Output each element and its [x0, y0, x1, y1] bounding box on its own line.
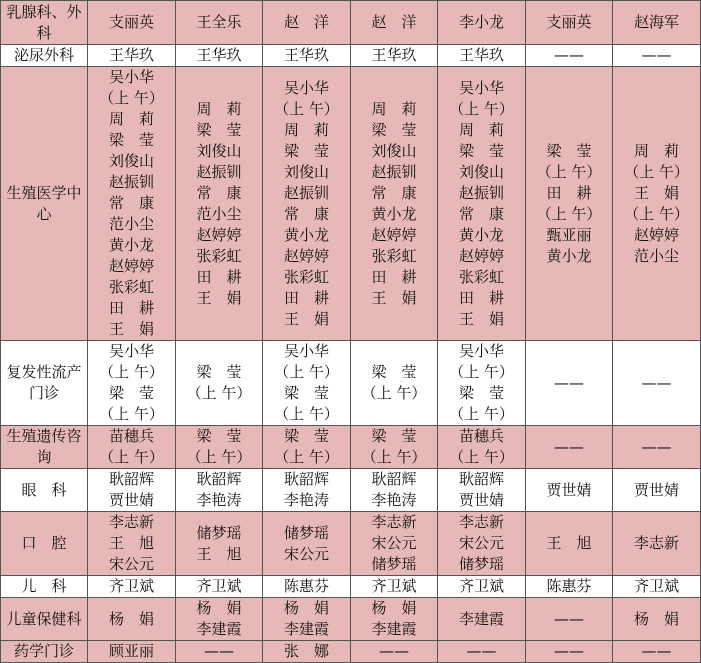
table-row-stomatology	[1, 512, 701, 576]
schedule-cell: 贾世婧	[526, 469, 613, 512]
schedule-cell: 李志新 宋公元 储梦瑶	[351, 512, 438, 576]
department-cell: 口 腔	[1, 512, 88, 576]
schedule-cell: 耿韶辉 李艳涛	[176, 469, 263, 512]
schedule-cell: 赵 洋	[263, 1, 351, 45]
schedule-cell: 周 莉 （上 午） 王 娟 （上 午） 赵婷婷 范小尘	[613, 67, 701, 341]
schedule-cell: 李志新 王 旭 宋公元	[88, 512, 176, 576]
schedule-cell: 王 旭	[526, 512, 613, 576]
schedule-cell: ——	[613, 341, 701, 426]
schedule-cell: 王华玖	[351, 45, 438, 67]
schedule-cell: 耿韶辉 贾世婧	[438, 469, 526, 512]
schedule-cell: 赵 洋	[351, 1, 438, 45]
schedule-cell: 齐卫斌	[176, 576, 263, 598]
schedule-cell: 吴小华 （上 午） 梁 莹 （上 午）	[88, 341, 176, 426]
table-row-pediatrics	[1, 576, 701, 598]
schedule-cell: 苗穗兵 （上 午）	[438, 426, 526, 469]
schedule-cell: 杨 娟	[613, 598, 701, 641]
schedule-cell: 支丽英	[526, 1, 613, 45]
schedule-cell: 王华玖	[176, 45, 263, 67]
table-row-child-health	[1, 598, 701, 641]
schedule-cell: 杨 娟	[88, 598, 176, 641]
schedule-cell: 李小龙	[438, 1, 526, 45]
schedule-cell: 陈惠芬	[526, 576, 613, 598]
schedule-cell: 李志新 宋公元 储梦瑶	[438, 512, 526, 576]
schedule-cell: 齐卫斌	[351, 576, 438, 598]
schedule-cell: 梁 莹 （上 午）	[176, 341, 263, 426]
schedule-cell: 吴小华 （上 午） 周 莉 梁 莹 刘俊山 赵振钏 常 康 黄小龙 赵婷婷 张彩虹 田 耕 王 娟	[438, 67, 526, 341]
schedule-cell: ——	[613, 45, 701, 67]
department-cell: 复发性流产门诊	[1, 341, 88, 426]
schedule-cell: 张 娜	[263, 641, 351, 663]
schedule-cell: ——	[438, 641, 526, 663]
schedule-cell: 杨 娟 李建霞	[351, 598, 438, 641]
schedule-cell: 王华玖	[263, 45, 351, 67]
schedule-cell: ——	[351, 641, 438, 663]
table-row-urology	[1, 45, 701, 67]
schedule-cell: 耿韶辉 李艳涛	[263, 469, 351, 512]
schedule-cell: 齐卫斌	[88, 576, 176, 598]
schedule-cell: 支丽英	[88, 1, 176, 45]
department-cell: 生殖医学中心	[1, 67, 88, 341]
department-cell: 眼 科	[1, 469, 88, 512]
schedule-cell: ——	[176, 641, 263, 663]
table-row-reproductive	[1, 67, 701, 341]
schedule-cell: 吴小华 （上 午） 梁 莹 （上 午）	[263, 341, 351, 426]
schedule-cell: ——	[613, 641, 701, 663]
schedule-cell: 梁 莹 （上 午）	[263, 426, 351, 469]
schedule-cell: 顾亚丽	[88, 641, 176, 663]
schedule-cell: 梁 莹 （上 午）	[351, 426, 438, 469]
schedule-cell: 储梦瑶 王 旭	[176, 512, 263, 576]
schedule-cell: 梁 莹 （上 午）	[176, 426, 263, 469]
schedule-cell: 李建霞	[438, 598, 526, 641]
schedule-cell: 耿韶辉 李艳涛	[351, 469, 438, 512]
schedule-cell: ——	[613, 426, 701, 469]
schedule-cell: ——	[526, 641, 613, 663]
schedule-cell: 齐卫斌	[613, 576, 701, 598]
schedule-cell: 齐卫斌	[438, 576, 526, 598]
table-row-genetic-counseling	[1, 426, 701, 469]
schedule-cell: 吴小华 （上 午） 周 莉 梁 莹 刘俊山 赵振钏 常 康 范小尘 黄小龙 赵婷婷 张彩虹 田 耕 王 娟	[88, 67, 176, 341]
department-cell: 泌尿外科	[1, 45, 88, 67]
schedule-cell: 杨 娟 李建霞	[176, 598, 263, 641]
schedule-cell: 李志新	[613, 512, 701, 576]
schedule-cell: 储梦瑶 宋公元	[263, 512, 351, 576]
schedule-cell: 陈惠芬	[263, 576, 351, 598]
schedule-cell: 赵海军	[613, 1, 701, 45]
table-row-recurrent-miscarriage	[1, 341, 701, 426]
department-cell: 儿 科	[1, 576, 88, 598]
table-row-pharmacy	[1, 641, 701, 663]
schedule-cell: ——	[526, 45, 613, 67]
schedule-cell: 吴小华 （上 午） 梁 莹 （上 午）	[438, 341, 526, 426]
schedule-cell: 王华玖	[438, 45, 526, 67]
table-row-breast	[1, 1, 701, 45]
schedule-cell: 梁 莹 （上 午） 田 耕 （上 午） 甄亚丽 黄小龙	[526, 67, 613, 341]
schedule-cell: 王华玖	[88, 45, 176, 67]
schedule-cell: 吴小华 （上 午） 周 莉 梁 莹 刘俊山 赵振钏 常 康 黄小龙 赵婷婷 张彩虹 田 耕 王 娟	[263, 67, 351, 341]
schedule-cell: 杨 娟 李建霞	[263, 598, 351, 641]
schedule-cell: 周 莉 梁 莹 刘俊山 赵振钏 常 康 黄小龙 赵婷婷 张彩虹 田 耕 王 娟	[351, 67, 438, 341]
department-cell: 药学门诊	[1, 641, 88, 663]
schedule-cell: 耿韶辉 贾世婧	[88, 469, 176, 512]
schedule-cell: 周 莉 梁 莹 刘俊山 赵振钏 常 康 范小尘 赵婷婷 张彩虹 田 耕 王 娟	[176, 67, 263, 341]
schedule-cell: ——	[526, 341, 613, 426]
department-cell: 儿童保健科	[1, 598, 88, 641]
schedule-cell: ——	[526, 426, 613, 469]
department-cell: 生殖遗传咨询	[1, 426, 88, 469]
department-cell: 乳腺科、外科	[1, 1, 88, 45]
schedule-cell: 贾世婧	[613, 469, 701, 512]
schedule-body	[1, 1, 701, 663]
schedule-cell: 王全乐	[176, 1, 263, 45]
schedule-cell: 苗穗兵 （上 午）	[88, 426, 176, 469]
table-row-ophthalmology	[1, 469, 701, 512]
schedule-cell: 梁 莹 （上 午）	[351, 341, 438, 426]
schedule-cell: ——	[526, 598, 613, 641]
